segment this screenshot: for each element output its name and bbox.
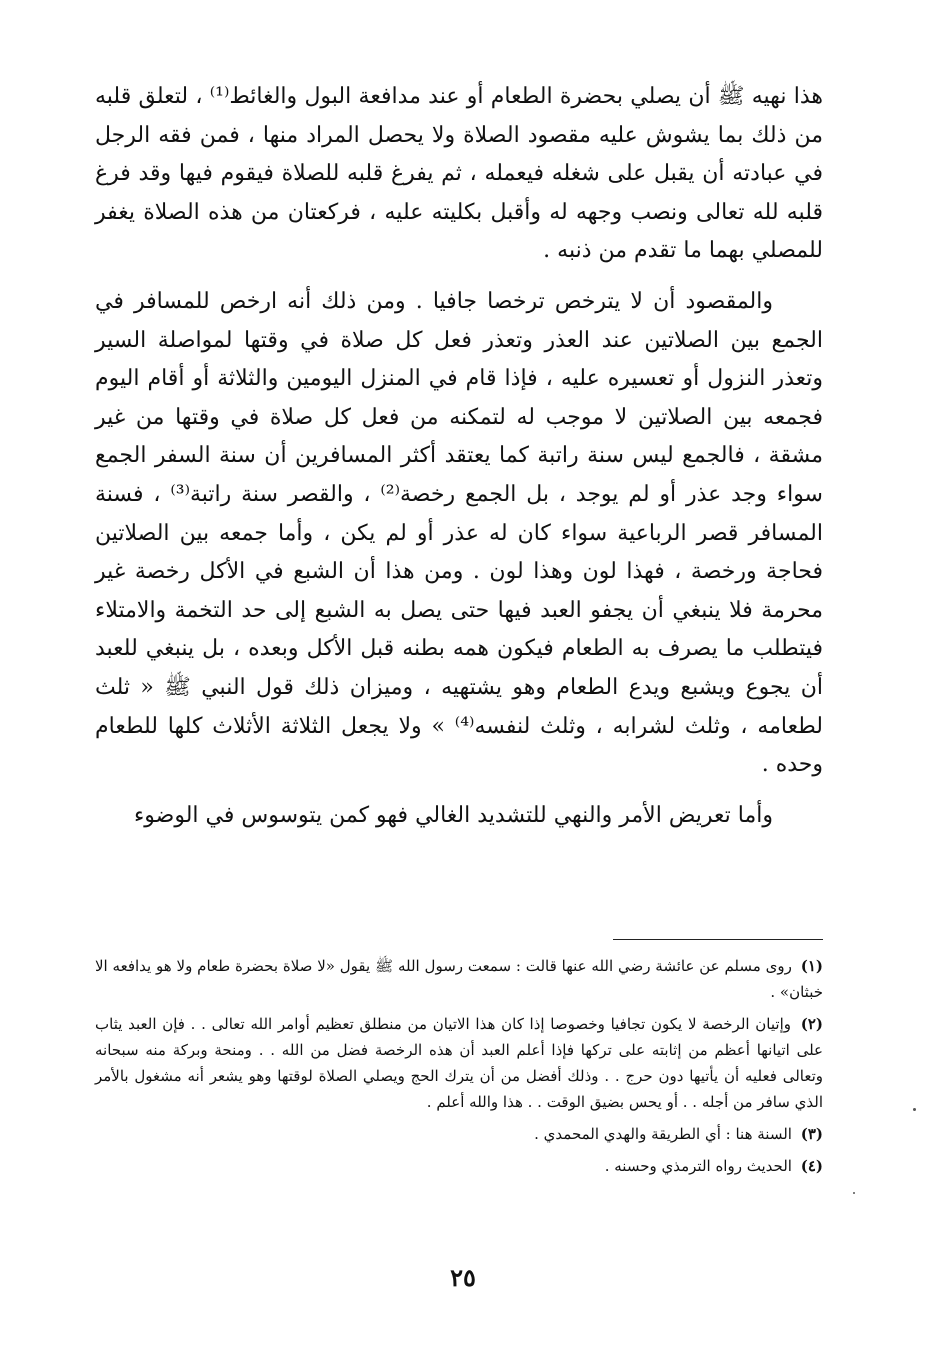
page-number: ٢٥ [450, 1263, 476, 1292]
footnote-3 [95, 1121, 823, 1147]
main-text [95, 78, 823, 835]
footnote-number: (٤) [800, 1157, 823, 1175]
scan-speck [913, 1108, 916, 1111]
footnote-4 [95, 1153, 823, 1179]
scan-speck [853, 1192, 855, 1194]
footnote-number: (٢) [800, 1015, 823, 1033]
footnote-number: (٣) [800, 1125, 823, 1143]
footnote-2 [95, 1011, 823, 1115]
footnote-number: (١) [800, 957, 823, 975]
paragraph-3: وأما تعريض الأمر والنهي للتشديد الغالي فهو كمن يتوسوس في الوضوء [133, 802, 773, 828]
footnotes [95, 953, 823, 1185]
footnote-1 [95, 953, 823, 1005]
paragraph-2: والمقصود أن لا يترخص ترخصا جافيا . ومن ذلك أنه ارخص للمسافر في الجمع بين الصلاتين عند العذر وتعذر فعل كل صلاة في وقتها لمواصلة السير وتعذر النزول أو تعسيره عليه ، فإذا قام في المنزل اليومين والثلاثة أو أقام اليوم فجمعه بين الصلاتين لا موجب له لتمكنه من فعل كل صلاة في وقتها من غير مشقة ، فالجمع ليس سنة راتبة كما يعتقد أكثر المسافرين أن سنة السفر الجمع سواء وجد عذر أو لم يوجد ، بل الجمع رخصة⁽²⁾ ، والقصر سنة راتبة⁽³⁾ ، فسنة المسافر قصر الرباعية سواء كان له عذر أو لم يكن ، وأما جمعه بين الصلاتين فحاجة ورخصة ، فهذا لون وهذا لون . ومن هذا أن الشبع في الأكل رخصة غير محرمة فلا ينبغي أن يجفو العبد فيها حتى يصل به الشبع إلى حد التخمة والامتلاء فيتطلب ما يصرف به الطعام فيكون همه بطنه قبل الأكل وبعده ، بل ينبغي للعبد أن يجوع ويشبع ويدع الطعام وهو يشتهيه ، وميزان ذلك قول النبي ﷺ « ثلث لطعامه ، وثلث لشرابه ، وثلث لنفسه⁽⁴⁾ » ولا يجعل الثلاثة الأثلاث كلها للطعام وحده . [95, 288, 823, 778]
paragraph-1: هذا نهيه ﷺ أن يصلي بحضرة الطعام أو عند مدافعة البول والغائط⁽¹⁾ ، لتعلق قلبه من ذلك بما يشوش عليه مقصود الصلاة ولا يحصل المراد منها ، فمن فقه الرجل في عبادته أن يقبل على شغله فيعمله ، ثم يفرغ قلبه للصلاة فيقوم فيها وقد فرغ قلبه لله تعالى ونصب وجهه له وأقبل بكليته عليه ، فركعتان من هذه الصلاة يغفر للمصلي بهما ما تقدم من ذنبه . [95, 84, 823, 264]
footnote-text: الحديث رواه الترمذي وحسنه . [604, 1157, 792, 1175]
footnote-divider [613, 939, 823, 940]
footnote-text: وإتيان الرخصة لا يكون تجافيا وخصوصا إذا كان هذا الاتيان من منطلق تعظيم أوامر الله تعالى . . فإن العبد يثاب على اتيانها أعظم من إثابته على تركها فإذا أعلم العبد أن هذه الرخصة فضل من الله . . ومنحة وبركة منه سبحانه وتعالى فعليه أن يأتيها دون حرج . . وذلك أفضل من أن يترك الحج ويصلي الصلاة لوقتها وهو يشعر أنه مشغول بالأمر الذي سافر من أجله . . أو يحس بضيق الوقت . . هذا والله أعلم . [95, 1015, 823, 1111]
footnote-text: السنة هنا : أي الطريقة والهدي المحمدي . [534, 1125, 792, 1143]
footnote-text: روى مسلم عن عائشة رضي الله عنها قالت : سمعت رسول الله ﷺ يقول «لا صلاة بحضرة طعام ولا هو يدافعه الا خبثان» . [95, 957, 823, 1001]
